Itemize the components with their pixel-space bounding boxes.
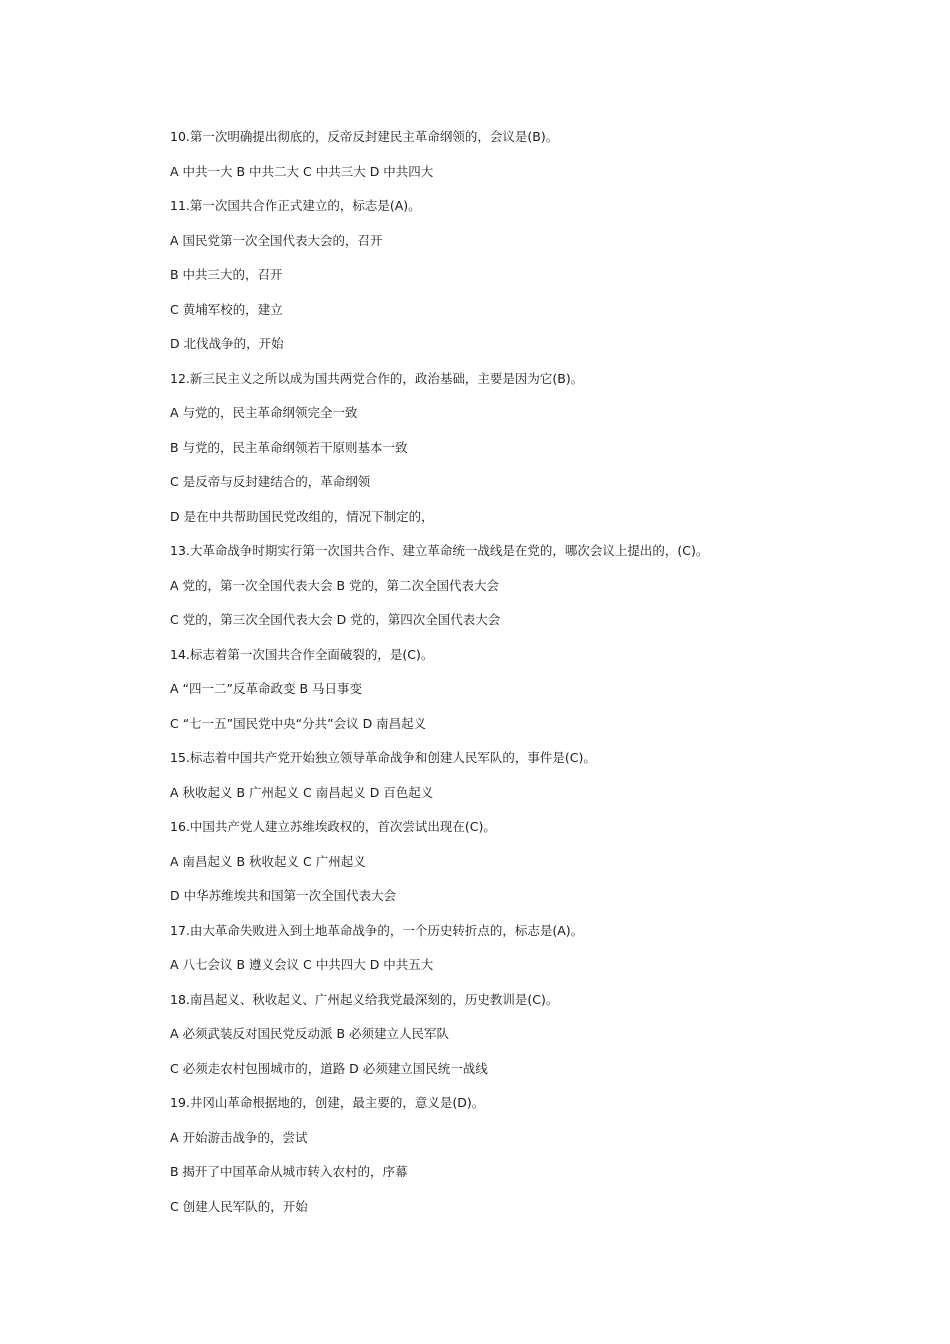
text-line: A 开始游击战争的，尝试 [170, 1129, 308, 1145]
text-line: A 党的，第一次全国代表大会 B 党的，第二次全国代表大会 [170, 577, 500, 593]
text-line: D 是在中共帮助国民党改组的，情况下制定的， [170, 508, 434, 524]
text-line: D 中华苏维埃共和国第一次全国代表大会 [170, 888, 397, 903]
text-line: B 中共三大的，召开 [170, 267, 283, 282]
text-line: 11.第一次国共合作正式建立的，标志是(A)。 [170, 198, 421, 213]
text-line: A 秋收起义 B 广州起义 C 南昌起义 D 百色起义 [170, 784, 434, 800]
text-line: B 揭开了中国革命从城市转入农村的，序幕 [170, 1164, 408, 1179]
text-line: C 黄埔军校的，建立 [170, 301, 283, 317]
text-line: 10.第一次明确提出彻底的，反帝反封建民主革命纲领的，会议是(B)。 [170, 129, 559, 144]
text-line: A 国民党第一次全国代表大会的，召开 [170, 232, 383, 248]
text-line: A 必须武装反对国民党反动派 B 必须建立人民军队 [170, 1026, 450, 1041]
question-list [170, 127, 890, 1231]
text-line: 17.由大革命失败进入到土地革命战争的，一个历史转折点的，标志是(A)。 [170, 922, 584, 938]
text-line: A “四一二”反革命政变 B 马日事变 [170, 681, 362, 696]
text-line: 14.标志着第一次国共合作全面破裂的，是(C)。 [170, 646, 434, 662]
text-line: A 与党的，民主革命纲领完全一致 [170, 405, 358, 420]
text-line: A 中共一大 B 中共二大 C 中共三大 D 中共四大 [170, 163, 434, 179]
text-line: C 创建人民军队的，开始 [170, 1198, 308, 1214]
text-line: C 必须走农村包围城市的，道路 D 必须建立国民统一战线 [170, 1060, 488, 1076]
text-line: C 是反帝与反封建结合的，革命纲领 [170, 474, 371, 489]
text-line: C 党的，第三次全国代表大会 D 党的，第四次全国代表大会 [170, 612, 501, 627]
text-line: 12.新三民主义之所以成为国共两党合作的，政治基础，主要是因为它(B)。 [170, 370, 584, 386]
text-line: A 南昌起义 B 秋收起义 C 广州起义 [170, 853, 366, 869]
text-line: 16.中国共产党人建立苏维埃政权的，首次尝试出现在(C)。 [170, 819, 496, 834]
text-line: 19.井冈山革命根据地的，创建，最主要的，意义是(D)。 [170, 1095, 485, 1110]
text-line: 18.南昌起义、秋收起义、广州起义给我党最深刻的，历史教训是(C)。 [170, 991, 559, 1007]
text-line: B 与党的，民主革命纲领若干原则基本一致 [170, 439, 408, 455]
text-line: C “七一五”国民党中央“分共”会议 D 南昌起义 [170, 715, 427, 731]
text-line: A 八七会议 B 遵义会议 C 中共四大 D 中共五大 [170, 957, 434, 972]
text-line: D 北伐战争的，开始 [170, 336, 284, 351]
text-line: 15.标志着中国共产党开始独立领导革命战争和创建人民军队的，事件是(C)。 [170, 750, 596, 765]
text-line: 13.大革命战争时期实行第一次国共合作、建立革命统一战线是在党的，哪次会议上提出的，(C)。 [170, 543, 709, 558]
